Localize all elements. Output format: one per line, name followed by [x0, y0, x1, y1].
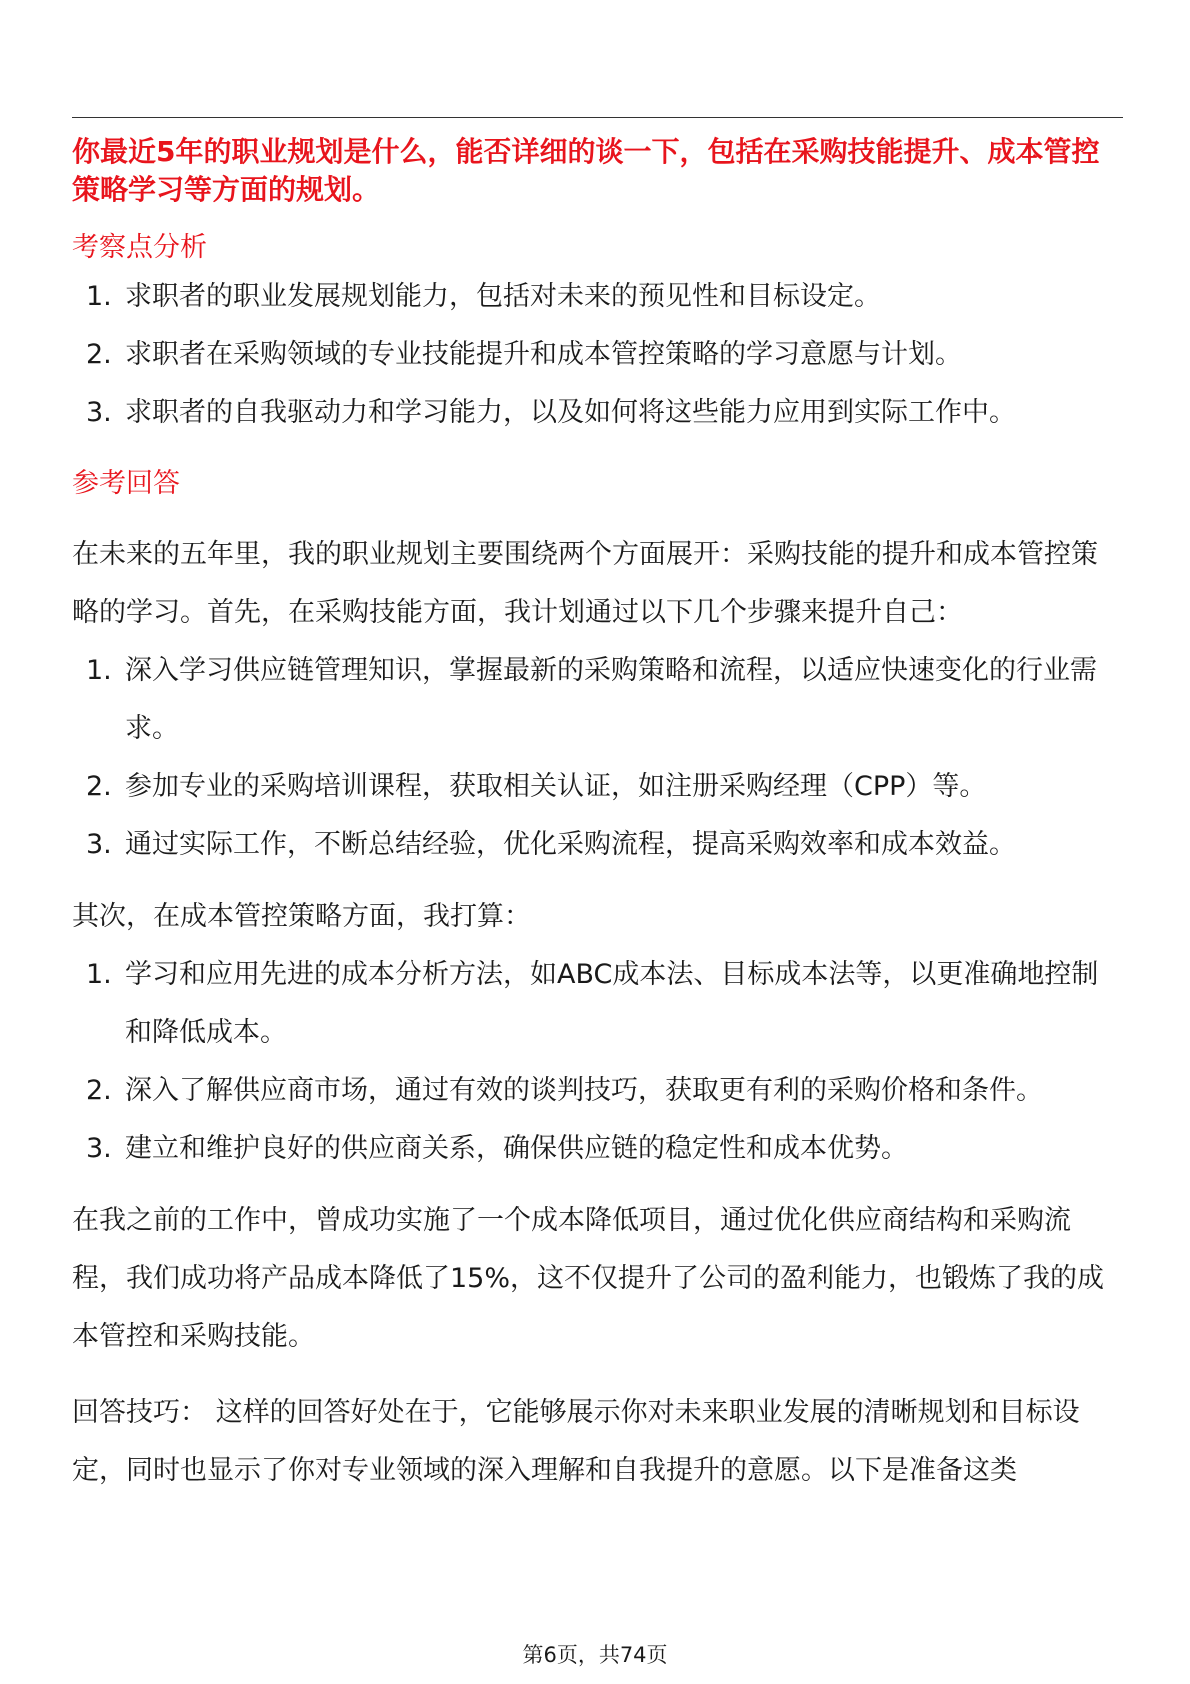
document-body	[72, 133, 1123, 1500]
list-item: 2. 求职者在采购领域的专业技能提升和成本管控策略的学习意愿与计划。	[86, 339, 962, 370]
list-item: 1. 学习和应用先进的成本分析方法，如ABC成本法、目标成本法等，以更准确地控制和降低成本。	[86, 959, 1099, 1048]
analysis-heading: 考察点分析	[72, 232, 207, 263]
cost-control-list	[72, 946, 1123, 1178]
list-item: 3. 建立和维护良好的供应商关系，确保供应链的稳定性和成本优势。	[86, 1133, 908, 1164]
procurement-skills-list	[72, 642, 1123, 874]
list-item: 2. 深入了解供应商市场，通过有效的谈判技巧，获取更有利的采购价格和条件。	[86, 1075, 1043, 1106]
list-item: 3. 求职者的自我驱动力和学习能力，以及如何将这些能力应用到实际工作中。	[86, 397, 1016, 428]
cost-intro-paragraph: 其次，在成本管控策略方面，我打算：	[72, 901, 531, 932]
page-number-footer: 第6页，共74页	[522, 1643, 668, 1667]
list-item: 1. 深入学习供应链管理知识，掌握最新的采购策略和流程，以适应快速变化的行业需求。	[86, 655, 1097, 744]
experience-paragraph: 在我之前的工作中，曾成功实施了一个成本降低项目，通过优化供应商结构和采购流程，我们成功将产品成本降低了15%，这不仅提升了公司的盈利能力，也锻炼了我的成本管控和采购技能。	[72, 1205, 1105, 1352]
analysis-list	[72, 268, 1123, 442]
answer-heading: 参考回答	[72, 468, 180, 499]
answer-tip-paragraph: 回答技巧： 这样的回答好处在于，它能够展示你对未来职业发展的清晰规划和目标设定，同时也显示了你对专业领域的深入理解和自我提升的意愿。以下是准备这类	[72, 1397, 1080, 1486]
list-item: 1. 求职者的职业发展规划能力，包括对未来的预见性和目标设定。	[86, 281, 881, 312]
list-item: 2. 参加专业的采购培训课程，获取相关认证，如注册采购经理（CPP）等。	[86, 771, 987, 802]
question-heading: 你最近5年的职业规划是什么，能否详细的谈一下，包括在采购技能提升、成本管控策略学习等方面的规划。	[72, 135, 1100, 206]
list-item: 3. 通过实际工作，不断总结经验，优化采购流程，提高采购效率和成本效益。	[86, 829, 1016, 860]
answer-intro-paragraph: 在未来的五年里，我的职业规划主要围绕两个方面展开：采购技能的提升和成本管控策略的学习。首先，在采购技能方面，我计划通过以下几个步骤来提升自己：	[72, 539, 1098, 628]
top-divider	[72, 117, 1123, 118]
